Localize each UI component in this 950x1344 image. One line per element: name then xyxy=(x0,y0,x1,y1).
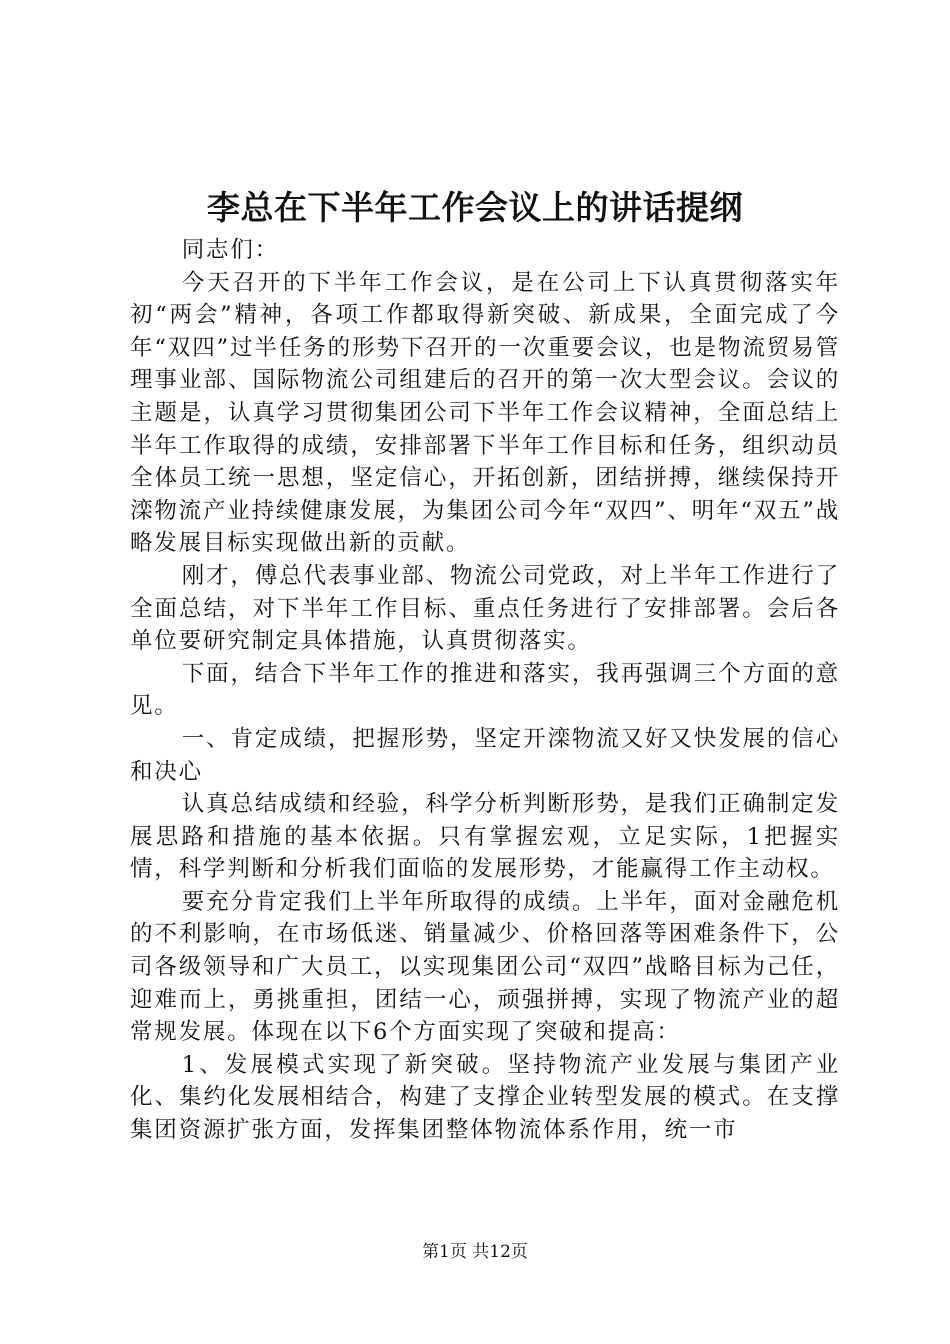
body-paragraph: 要充分肯定我们上半年所取得的成绩。上半年，面对金融危机的不利影响，在市场低迷、销量减少、价格回落等困难条件下，公司各级领导和广大员工，以实现集团公司“双四”战略目标为己任，迎难而上，勇挑重担，团结一心，顽强拼搏，实现了物流产业的超常规发展。体现在以下6个方面实现了突破和提高： xyxy=(130,888,840,1046)
section-heading: 一、肯定成绩，把握形势，坚定开滦物流又好又快发展的信心和决心 xyxy=(130,725,840,785)
page-number-footer: 第1页 共12页 xyxy=(422,1242,528,1262)
body-paragraph: 下面，结合下半年工作的推进和落实，我再强调三个方面的意见。 xyxy=(130,660,840,720)
list-item-paragraph: 1、发展模式实现了新突破。坚持物流产业发展与集团产业化、集约化发展相结合，构建了支撑企业转型发展的模式。在支撑集团资源扩张方面，发挥集团整体物流体系作用，统一市 xyxy=(130,1051,840,1144)
greeting-paragraph: 同志们： xyxy=(181,237,279,263)
body-paragraph: 认真总结成绩和经验，科学分析判断形势，是我们正确制定发展思路和措施的基本依据。只有掌握宏观，立足实际，1把握实情，科学判断和分析我们面临的发展形势，才能赢得工作主动权。 xyxy=(130,791,840,883)
body-paragraph: 今天召开的下半年工作会议，是在公司上下认真贯彻落实年初“两会”精神，各项工作都取得新突破、新成果，全面完成了今年“双四”过半任务的形势下召开的一次重要会议，也是物流贸易管理事业部、国际物流公司组建后的召开的第一次大型会议。会议的主题是，认真学习贯彻集团公司下半年工作会议精神，全面总结上半年工作取得的成绩，安排部署下半年工作目标和任务，组织动员全体员工统一思想，坚定信心，开拓创新，团结拼搏，继续保持开滦物流产业持续健康发展，为集团公司今年“双四”、明年“双五”战略发展目标实现做出新的贡献。 xyxy=(130,269,840,557)
body-paragraph: 刚才，傅总代表事业部、物流公司党政，对上半年工作进行了全面总结，对下半年工作目标、重点任务进行了安排部署。会后各单位要研究制定具体措施，认真贯彻落实。 xyxy=(130,562,840,655)
document-body xyxy=(130,234,840,1147)
document-title: 李总在下半年工作会议上的讲话提纲 xyxy=(207,188,743,227)
